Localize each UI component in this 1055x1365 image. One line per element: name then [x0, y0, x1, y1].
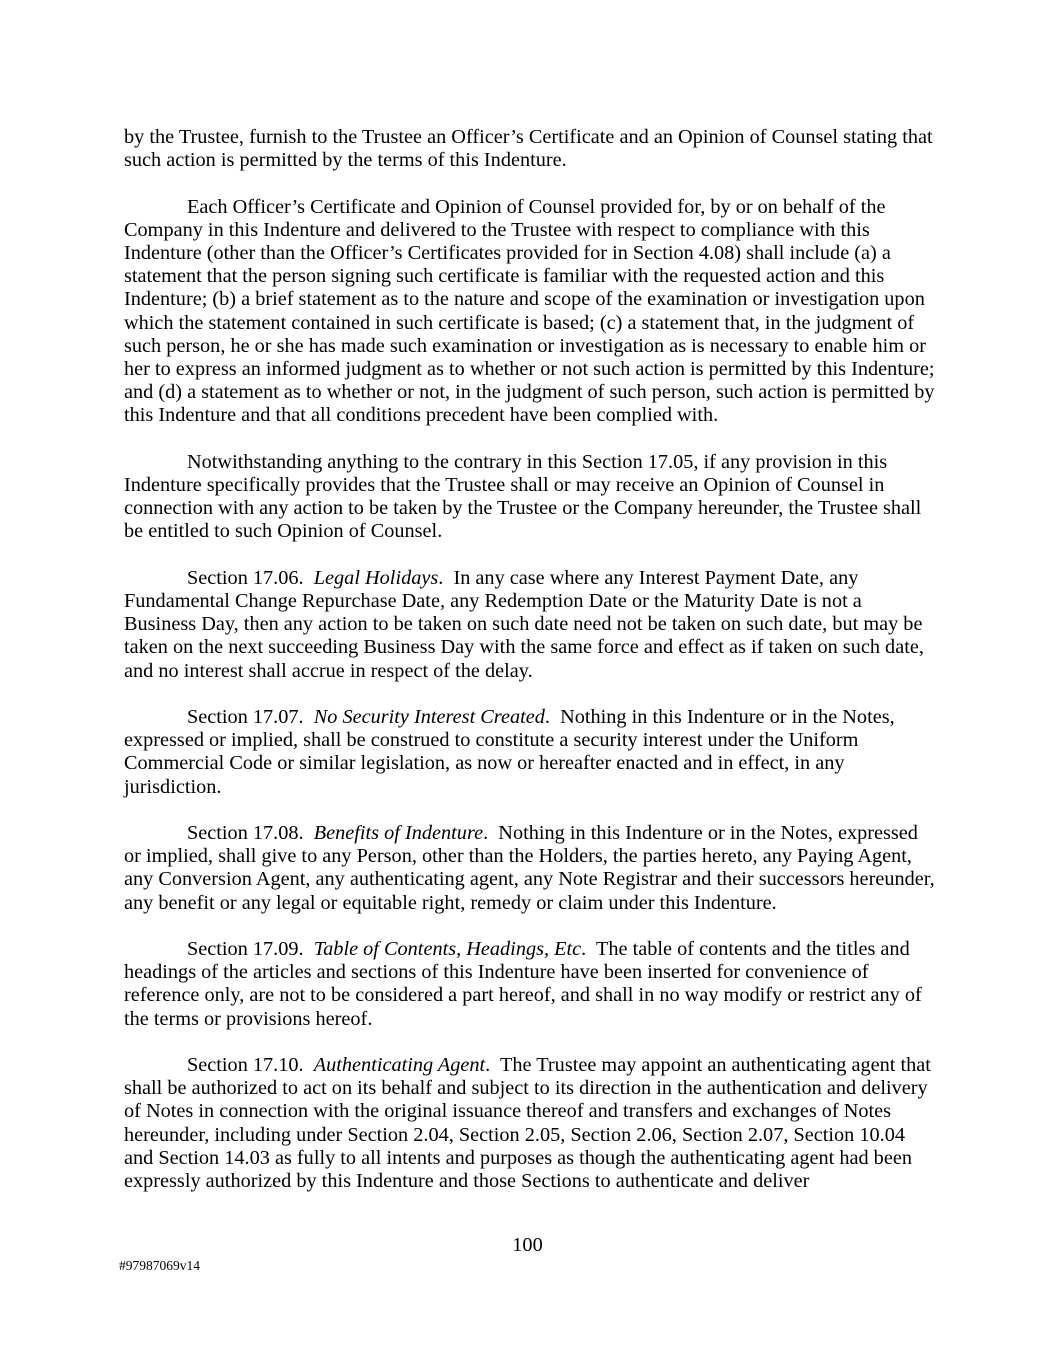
document-id: #97987069v14 — [119, 1258, 200, 1273]
paragraph — [124, 195, 940, 428]
paragraph-text: Section 17.10. — [187, 1054, 314, 1077]
paragraph-text: . The Trustee may appoint an authenticating agent that shall be authorized to act on its behalf and subject to its direction in the authentication and delivery of Notes in connection with the original issuance thereof and transfers and exchanges of Notes hereunder, including under Section 2.04, Section 2.05, Section 2.06, Section 2.07, Section 10.04 and Section 14.03 as fully to all intents and purposes as though the authenticating agent had been expressly authorized by this Indenture and those Sections to authenticate and deliver — [124, 1054, 936, 1193]
section-heading-text: Benefits of Indenture — [313, 822, 484, 845]
paragraph-text: Section 17.06. — [187, 566, 314, 589]
paragraph — [124, 567, 936, 683]
section-heading-text: Table of Contents, Headings, Etc — [313, 938, 582, 961]
paragraph-text: Each Officer’s Certificate and Opinion of Counsel provided for, by or on behalf of the Company in this Indenture and delivered to the Trustee with respect to compliance with this Indenture (other than the Officer’s Certificates provided for in Section 4.08) shall include (a) a statement that the person signing such certificate is familiar with the requested action and this Indenture; (b) a brief statement as to the nature and scope of the examination or investigation upon which the statement contained in such certificate is based; (c) a statement that, in the judgment of such person, he or she has made such examination or investigation as is necessary to enable him or her to express an informed judgment as to whether or not such action is permitted by this Indenture; and (d) a statement as to whether or not, in the judgment of such person, such action is permitted by this Indenture and that all conditions precedent have been complied with. — [124, 195, 940, 427]
section-heading-text: Authenticating Agent — [313, 1054, 486, 1077]
paragraph — [124, 451, 936, 544]
paragraph-text: Section 17.09. — [187, 938, 314, 961]
paragraph-text: . In any case where any Interest Payment Date, any Fundamental Change Repurchase Date, any Redemption Date or the Maturity Date is not a Business Day, then any action to be taken on such date need not be taken on such date, but may be taken on the next succeeding Business Day with the same force and effect as if taken on such date, and no interest shall accrue in respect of the delay. — [124, 566, 929, 682]
paragraph-text: Notwithstanding anything to the contrary in this Section 17.05, if any provision in this Indenture specifically provides that the Trustee shall or may receive an Opinion of Counsel in connection with any action to be taken by the Trustee or the Company hereunder, the Trustee shall be entitled to such Opinion of Counsel. — [124, 450, 927, 543]
page-number: 100 — [512, 1234, 543, 1256]
paragraph — [124, 706, 936, 799]
paragraph — [124, 126, 936, 172]
paragraph — [124, 1054, 936, 1193]
section-heading-text: No Security Interest Created — [313, 706, 545, 729]
paragraph — [124, 822, 940, 915]
paragraph-text: . Nothing in this Indenture or in the Notes, expressed or implied, shall give to any Person, other than the Holders, the parties hereto, any Paying Agent, any Conversion Agent, any authenticating agent, any Note Registrar and their successors hereunder, any benefit or any legal or equitable right, remedy or claim under this Indenture. — [124, 822, 940, 914]
paragraph-text: by the Trustee, furnish to the Trustee an Officer’s Certificate and an Opinion of Counsel stating that such action is permitted by the terms of this Indenture. — [124, 126, 938, 172]
paragraph-text: . The table of contents and the titles and headings of the articles and sections of this Indenture have been inserted for convenience of reference only, are not to be considered a part hereof, and shall in no way modify or restrict any of the terms or provisions hereof. — [124, 938, 927, 1030]
paragraph — [124, 938, 936, 1031]
paragraph-text: Section 17.08. — [187, 822, 314, 845]
section-heading-text: Legal Holidays — [313, 566, 439, 589]
document-body — [124, 126, 940, 1193]
paragraph-text: . Nothing in this Indenture or in the Notes, expressed or implied, shall be construed to constitute a security interest under the Uniform Commercial Code or similar legislation, as now or hereafter enacted and in effect, in any jurisdiction. — [124, 706, 900, 798]
paragraph-text: Section 17.07. — [187, 706, 314, 729]
